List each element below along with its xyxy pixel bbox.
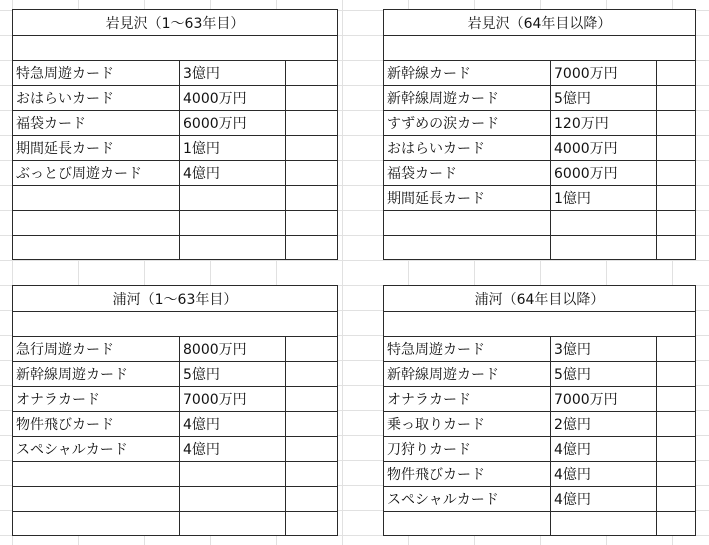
card-name-cell[interactable]: スペシャルカード (13, 437, 180, 461)
price-cell[interactable]: 4億円 (180, 412, 286, 436)
table-row (384, 235, 695, 260)
table-row (13, 160, 337, 185)
card-name-cell[interactable] (13, 186, 180, 210)
table-row (384, 361, 695, 386)
empty-cell[interactable] (286, 86, 337, 110)
price-cell[interactable]: 4000万円 (180, 86, 286, 110)
empty-cell[interactable] (657, 211, 695, 235)
card-name-cell[interactable] (384, 211, 551, 235)
price-cell[interactable] (551, 512, 657, 536)
card-name-cell[interactable]: 新幹線周遊カード (384, 86, 551, 110)
table-row (13, 361, 337, 386)
card-name-cell[interactable] (13, 462, 180, 486)
empty-cell[interactable] (286, 111, 337, 135)
price-cell[interactable]: 4億円 (551, 437, 657, 461)
empty-cell[interactable] (657, 337, 695, 361)
empty-cell[interactable] (286, 487, 337, 511)
empty-cell[interactable] (286, 136, 337, 160)
table-row (13, 185, 337, 210)
empty-cell[interactable] (286, 61, 337, 85)
empty-cell[interactable] (657, 161, 695, 185)
price-cell[interactable]: 5億円 (551, 86, 657, 110)
empty-cell[interactable] (657, 236, 695, 260)
price-cell[interactable]: 5億円 (180, 362, 286, 386)
price-cell[interactable]: 7000万円 (551, 387, 657, 411)
iwamizawa-early-table (12, 9, 338, 260)
card-name-cell[interactable]: オナラカード (384, 387, 551, 411)
empty-cell[interactable] (657, 362, 695, 386)
price-cell[interactable] (180, 211, 286, 235)
card-name-cell[interactable] (384, 236, 551, 260)
card-name-cell[interactable]: 乗っ取りカード (384, 412, 551, 436)
price-cell[interactable]: 120万円 (551, 111, 657, 135)
price-cell[interactable]: 8000万円 (180, 337, 286, 361)
table-title[interactable]: 岩見沢（64年目以降） (467, 15, 612, 32)
empty-cell[interactable] (657, 136, 695, 160)
table-row (13, 511, 337, 536)
price-cell[interactable]: 3億円 (180, 61, 286, 85)
card-name-cell[interactable]: スペシャルカード (384, 487, 551, 511)
table-row (384, 436, 695, 461)
price-cell[interactable]: 4億円 (551, 487, 657, 511)
price-cell[interactable] (551, 211, 657, 235)
card-name-cell[interactable] (13, 512, 180, 536)
table-row (384, 411, 695, 436)
table-row (13, 411, 337, 436)
table-title[interactable]: 浦河（64年目以降） (474, 291, 605, 308)
card-name-cell[interactable]: オナラカード (13, 387, 180, 411)
blank-row[interactable] (13, 311, 337, 336)
table-row (13, 60, 337, 85)
urakawa-early-table (12, 285, 338, 536)
empty-cell[interactable] (286, 186, 337, 210)
price-cell[interactable] (180, 236, 286, 260)
card-name-cell[interactable] (13, 211, 180, 235)
empty-cell[interactable] (657, 437, 695, 461)
price-cell[interactable] (551, 236, 657, 260)
table-row (384, 511, 695, 536)
table-row (384, 110, 695, 135)
table-row (13, 210, 337, 235)
table-row (13, 235, 337, 260)
empty-cell[interactable] (657, 61, 695, 85)
table-row (13, 486, 337, 511)
card-name-cell[interactable] (384, 512, 551, 536)
urakawa-late-table (383, 285, 696, 536)
price-cell[interactable]: 2億円 (551, 412, 657, 436)
price-cell[interactable]: 3億円 (551, 337, 657, 361)
empty-cell[interactable] (657, 186, 695, 210)
card-name-cell[interactable]: 期間延長カード (13, 136, 180, 160)
table-row (13, 336, 337, 361)
table-row (384, 336, 695, 361)
card-name-cell[interactable]: おはらいカード (384, 136, 551, 160)
table-row (384, 185, 695, 210)
blank-row[interactable] (13, 35, 337, 60)
empty-cell[interactable] (657, 487, 695, 511)
empty-cell[interactable] (657, 462, 695, 486)
table-row (13, 110, 337, 135)
table-row (13, 85, 337, 110)
table-row (384, 386, 695, 411)
table-row (13, 461, 337, 486)
card-name-cell[interactable]: 刀狩りカード (384, 437, 551, 461)
price-cell[interactable] (180, 487, 286, 511)
empty-cell[interactable] (286, 437, 337, 461)
blank-row[interactable] (384, 35, 695, 60)
price-cell[interactable]: 7000万円 (180, 387, 286, 411)
empty-cell[interactable] (286, 512, 337, 536)
price-cell[interactable]: 5億円 (551, 362, 657, 386)
card-name-cell[interactable]: すずめの涙カード (384, 111, 551, 135)
card-name-cell[interactable]: 期間延長カード (384, 186, 551, 210)
iwamizawa-late-table (383, 9, 696, 260)
price-cell[interactable]: 1億円 (180, 136, 286, 160)
price-cell[interactable] (180, 512, 286, 536)
empty-cell[interactable] (286, 161, 337, 185)
card-name-cell[interactable] (13, 236, 180, 260)
table-title[interactable]: 浦河（1～63年目） (112, 291, 238, 308)
card-name-cell[interactable]: ぶっとび周遊カード (13, 161, 180, 185)
price-cell[interactable]: 4億円 (180, 161, 286, 185)
price-cell[interactable]: 4000万円 (551, 136, 657, 160)
card-name-cell[interactable]: 物件飛びカード (384, 462, 551, 486)
price-cell[interactable]: 1億円 (551, 186, 657, 210)
price-cell[interactable] (180, 462, 286, 486)
price-cell[interactable] (180, 186, 286, 210)
table-row (384, 135, 695, 160)
card-name-cell[interactable] (13, 487, 180, 511)
card-name-cell[interactable]: おはらいカード (13, 86, 180, 110)
table-row (384, 160, 695, 185)
blank-row[interactable] (384, 311, 695, 336)
empty-cell[interactable] (286, 236, 337, 260)
empty-cell[interactable] (657, 86, 695, 110)
card-name-cell[interactable]: 新幹線カード (384, 61, 551, 85)
table-row (13, 135, 337, 160)
empty-cell[interactable] (286, 211, 337, 235)
card-name-cell[interactable]: 福袋カード (384, 161, 551, 185)
table-row (384, 85, 695, 110)
price-cell[interactable]: 4億円 (551, 462, 657, 486)
empty-cell[interactable] (286, 362, 337, 386)
card-name-cell[interactable]: 新幹線周遊カード (384, 362, 551, 386)
price-cell[interactable]: 6000万円 (551, 161, 657, 185)
empty-cell[interactable] (657, 412, 695, 436)
card-name-cell[interactable]: 新幹線周遊カード (13, 362, 180, 386)
table-row (384, 461, 695, 486)
empty-cell[interactable] (286, 412, 337, 436)
table-row (384, 486, 695, 511)
price-cell[interactable]: 6000万円 (180, 111, 286, 135)
table-row (13, 436, 337, 461)
table-row (384, 60, 695, 85)
table-row (384, 210, 695, 235)
price-cell[interactable]: 4億円 (180, 437, 286, 461)
empty-cell[interactable] (657, 512, 695, 536)
card-name-cell[interactable]: 特急周遊カード (13, 61, 180, 85)
card-name-cell[interactable]: 物件飛びカード (13, 412, 180, 436)
empty-cell[interactable] (657, 387, 695, 411)
table-title[interactable]: 岩見沢（1～63年目） (105, 15, 245, 32)
price-cell[interactable]: 7000万円 (551, 61, 657, 85)
empty-cell[interactable] (286, 337, 337, 361)
empty-cell[interactable] (657, 111, 695, 135)
card-name-cell[interactable]: 特急周遊カード (384, 337, 551, 361)
empty-cell[interactable] (286, 387, 337, 411)
card-name-cell[interactable]: 福袋カード (13, 111, 180, 135)
empty-cell[interactable] (286, 462, 337, 486)
card-name-cell[interactable]: 急行周遊カード (13, 337, 180, 361)
table-row (13, 386, 337, 411)
